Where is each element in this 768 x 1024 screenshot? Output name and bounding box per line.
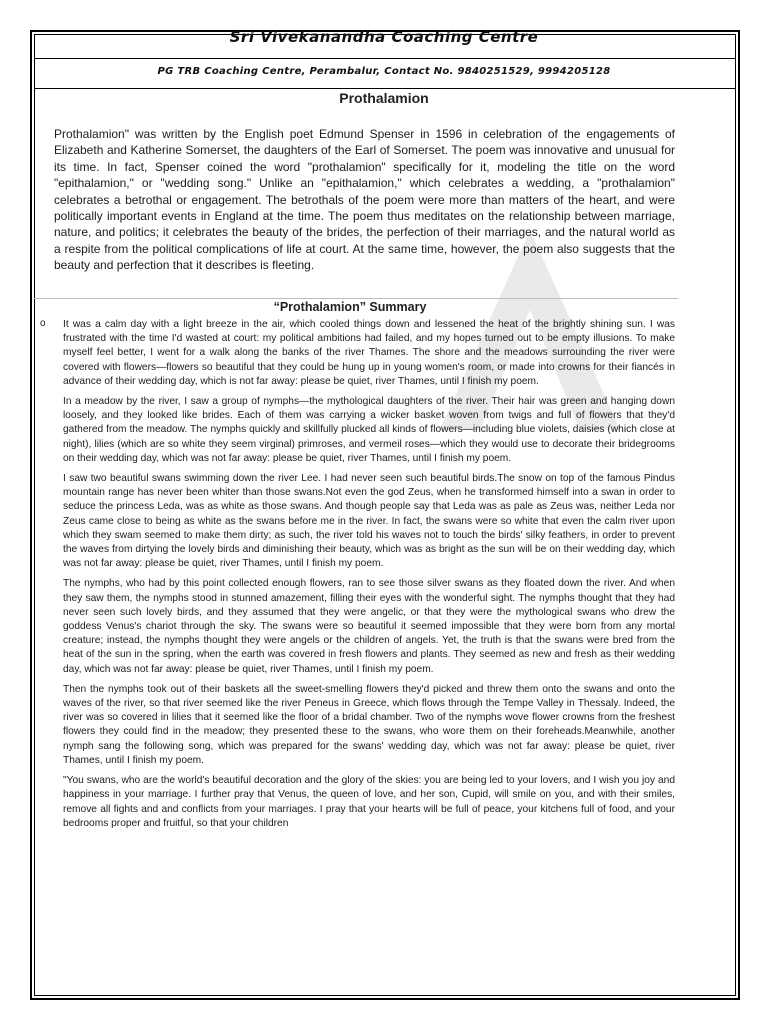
document-title: Prothalamion bbox=[339, 90, 429, 106]
centre-name: Sri Vivekanandha Coaching Centre bbox=[229, 28, 539, 46]
summary-body bbox=[63, 318, 675, 837]
section-divider bbox=[34, 298, 678, 299]
summary-paragraph: I saw two beautiful swans swimming down the river Lee. I had never seen such beautiful birds.The snow on top of the famous Pindus mountain range has never been whiter than those swans.Not even the god Zeus, when he transformed himself into a swan in order to seduce the princess Leda, was as white as those swans. And though people say that Leda was as pale as Zeus was, neither Leda nor Zeus came close to being as white as the swans before me in the river. In fact, the swans were so white that even the calm river upon which they swam seemed to make them dirty; as such, the river told his waves not to touch the birds' silky feathers, in order to prevent the waves from dirtying the lovely birds and diminishing their beauty, which was as bright as the sun will be on their wedding day, which was not far away: please be quiet, river Thames, until I finish my poem. bbox=[63, 473, 675, 570]
bullet-marker: o bbox=[40, 318, 46, 329]
header-divider bbox=[34, 58, 736, 59]
contact-line: PG TRB Coaching Centre, Perambalur, Contact No. 9840251529, 9994205128 bbox=[157, 66, 611, 77]
summary-paragraph: "You swans, who are the world's beautiful decoration and the glory of the skies: you are being led to your lovers, and I wish you joy and happiness in your marriage. I further pray that Venus, the queen of love, and her son, Cupid, will smile on you, and with their smiles, remove all fights and and conflicts from your marriages. I pray that your hearts will be full of peace, your kitchens full of food, and your bedrooms proper and fruitful, so that your children bbox=[63, 775, 675, 829]
intro-paragraph: Prothalamion" was written by the English poet Edmund Spenser in 1596 in celebration of the engagements of Elizabeth and Katherine Somerset, the daughters of the Earl of Somerset. The poem was innovative and unusual for its time. In fact, Spenser coined the word "prothalamion" specifically for it, modeling the title on the word "epithalamion," or "wedding song." Unlike an "epithalamion," which celebrates a wedding, a "prothalamion" celebrates a betrothal or engagement. The betrothals of the poem were more than matters of the heart, and were politically important events in England at the time. The poem thus meditates on the relationship between marriage, nature, and politics; it celebrates the beauty of the brides, the perfection of their marriages, and the natural world as a respite from the political complications of life at court. At the same time, however, the poem also suggests that the beauty and perfection that it describes is fleeting. bbox=[54, 127, 675, 273]
summary-title: “Prothalamion” Summary bbox=[273, 300, 427, 314]
summary-paragraph: Then the nymphs took out of their baskets all the sweet-smelling flowers they'd picked and threw them onto the swans and onto the waves of the river, so that river seemed like the river Peneus in Greece, which flows through the Tempe Valley in Thessaly. Indeed, the river was so covered in lilies that it seemed like the floor of a bridal chamber. Two of the nymphs wove flower crowns from the freshest flowers they could find in the meadow; they presented these to the swans, who wore them on their foreheads.Meanwhile, another nymph sang the following song, which was prepared for the swans' wedding day, which was not far away: please be quiet, river Thames, until I finish my poem. bbox=[63, 683, 675, 766]
summary-paragraph: It was a calm day with a light breeze in the air, which cooled things down and lessened the heat of the brightly shining sun. I was frustrated with the time I'd wasted at court: my political ambitions had failed, and my hopes turned out to be empty illusions. To make myself feel better, I went for a walk along the banks of the river Thames. The shore and the meadows surrounding the river were covered with flowers—flowers so beautiful that they could be hung up in young women's room, or made into crowns for their fiancés in advance of their wedding day, which is not far away: please be quiet, river Thames, until I finish my poem. bbox=[63, 319, 675, 387]
summary-paragraph: In a meadow by the river, I saw a group of nymphs—the mythological daughters of the river. Their hair was green and hanging down loosely, and they looked like brides. Each of them was carrying a wicker basket woven from twigs and full of flowers that they'd gathered from the meadow. The nymphs quickly and skillfully plucked all kinds of flowers—including blue violets, daisies (which close at night), lilies (which are so white they seem virginal) primroses, and vermeil roses—which they would use to decorate their bridegrooms on their wedding day, which was not far away: please be quiet, river Thames, until I finish my poem. bbox=[63, 396, 675, 464]
summary-paragraph: The nymphs, who had by this point collected enough flowers, ran to see those silver swans as they floated down the river. And when they saw them, the nymphs stood in stunned amazement, filling their eyes with the wonderful sight. The nymphs thought that they had never seen such lovely birds, and they assumed that they were angelic, or that they were the mythological swans who drew the goddess Venus's chariot through the sky. The swans were so beautiful it seemed impossible that they were born from any mortal creature; instead, the nymphs thought they were angels or the children of angels. Yet, the truth is that the swans were bred from the heat of the sun in the spring, when the earth was covered in fresh flowers and plants. They seemed as new and fresh as their wedding day, which was not far away: please be quiet, river Thames, until I finish my poem. bbox=[63, 578, 675, 675]
header-bottom-divider bbox=[34, 88, 736, 89]
